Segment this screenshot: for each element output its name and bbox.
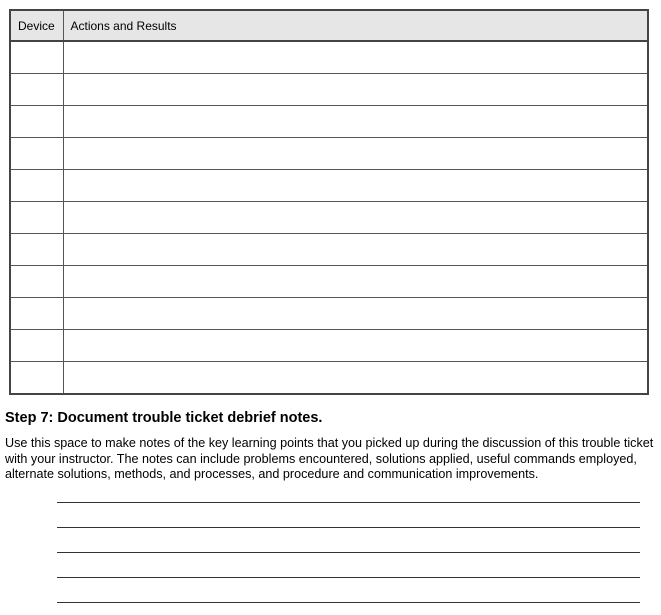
device-actions-table bbox=[9, 9, 649, 395]
note-line[interactable] bbox=[57, 590, 640, 603]
device-cell[interactable] bbox=[10, 170, 63, 202]
note-line[interactable] bbox=[57, 515, 640, 528]
debrief-notes-area bbox=[57, 490, 640, 615]
table-row bbox=[10, 362, 648, 395]
table-row bbox=[10, 234, 648, 266]
actions-cell[interactable] bbox=[63, 41, 648, 74]
table-row bbox=[10, 330, 648, 362]
step-7-heading: Step 7: Document trouble ticket debrief notes. bbox=[5, 410, 323, 426]
table-row bbox=[10, 202, 648, 234]
actions-cell[interactable] bbox=[63, 170, 648, 202]
table-row bbox=[10, 266, 648, 298]
table-row bbox=[10, 170, 648, 202]
device-cell[interactable] bbox=[10, 74, 63, 106]
actions-cell[interactable] bbox=[63, 266, 648, 298]
actions-cell[interactable] bbox=[63, 298, 648, 330]
actions-cell[interactable] bbox=[63, 138, 648, 170]
device-cell[interactable] bbox=[10, 330, 63, 362]
actions-cell[interactable] bbox=[63, 202, 648, 234]
device-cell[interactable] bbox=[10, 41, 63, 74]
device-column-header: Device bbox=[10, 10, 63, 41]
actions-cell[interactable] bbox=[63, 330, 648, 362]
table-row bbox=[10, 41, 648, 74]
table-header-row bbox=[10, 10, 648, 41]
note-line[interactable] bbox=[57, 565, 640, 578]
device-cell[interactable] bbox=[10, 106, 63, 138]
device-cell[interactable] bbox=[10, 298, 63, 330]
table-row bbox=[10, 298, 648, 330]
device-cell[interactable] bbox=[10, 362, 63, 395]
table-row bbox=[10, 106, 648, 138]
device-cell[interactable] bbox=[10, 234, 63, 266]
device-cell[interactable] bbox=[10, 138, 63, 170]
note-line[interactable] bbox=[57, 490, 640, 503]
table-row bbox=[10, 138, 648, 170]
actions-cell[interactable] bbox=[63, 74, 648, 106]
actions-cell[interactable] bbox=[63, 234, 648, 266]
device-cell[interactable] bbox=[10, 202, 63, 234]
table-row bbox=[10, 74, 648, 106]
actions-cell[interactable] bbox=[63, 106, 648, 138]
actions-cell[interactable] bbox=[63, 362, 648, 395]
note-line[interactable] bbox=[57, 540, 640, 553]
step-7-instructions: Use this space to make notes of the key learning points that you picked up during the discussion of this trouble ticket with your instructor. The notes can include problems encountered, solutions applied, useful commands employed, alternate solutions, methods, and processes, and procedure and communication improvements. bbox=[5, 436, 654, 482]
device-cell[interactable] bbox=[10, 266, 63, 298]
actions-column-header: Actions and Results bbox=[63, 10, 648, 41]
